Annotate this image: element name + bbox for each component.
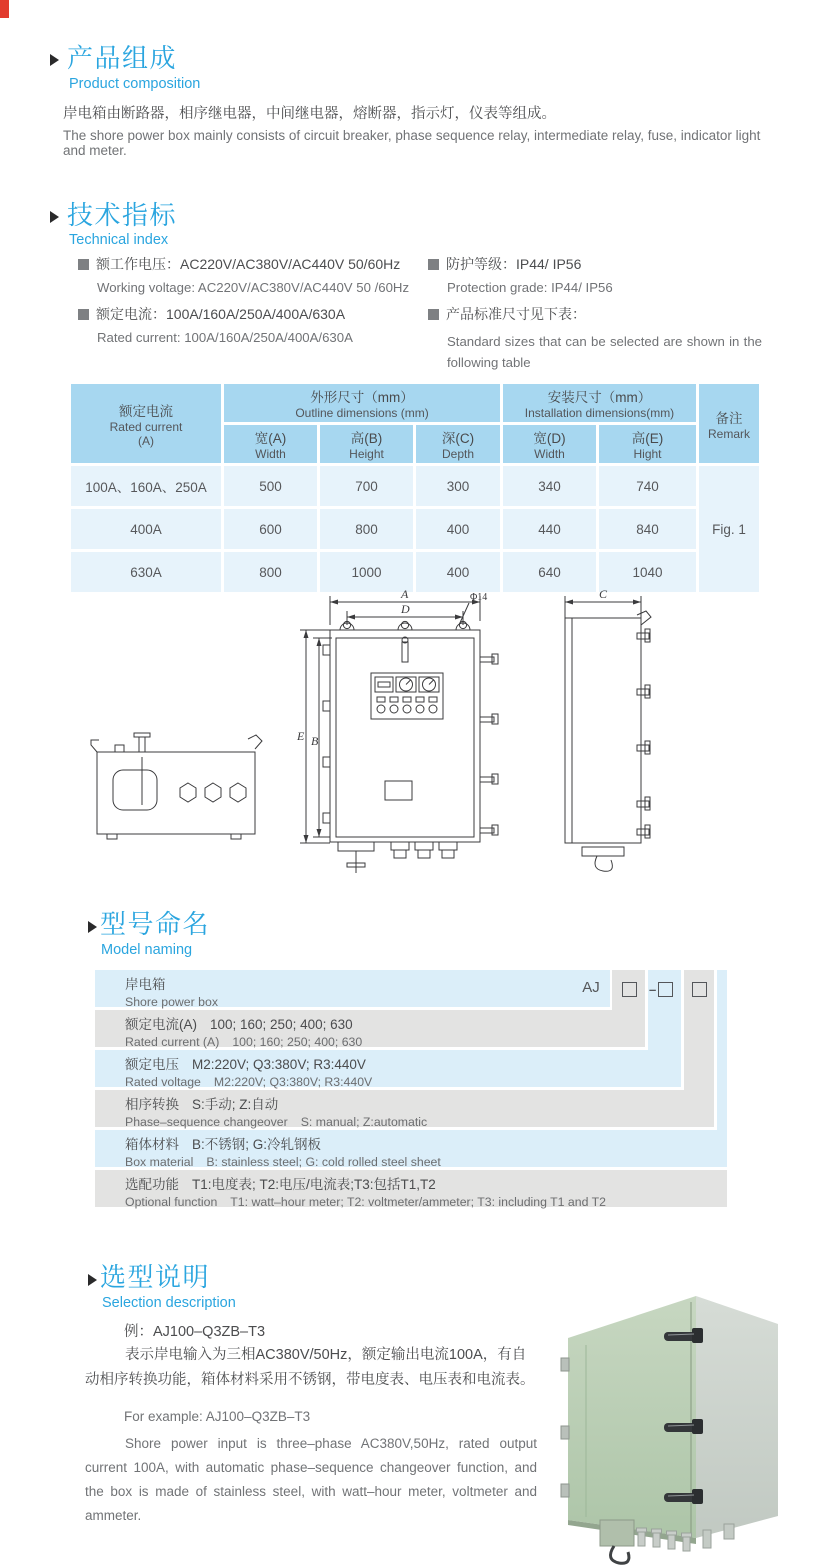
model-prefix: AJ	[582, 979, 600, 996]
model-code-box-icon	[622, 982, 637, 997]
section-title-technical-en: Technical index	[69, 232, 169, 248]
spec-en-text: Rated current: 100A/160A/250A/400A/630A	[97, 330, 353, 346]
cell-width-a: 800	[224, 552, 317, 592]
subcol-width-a: 宽(A) Width	[224, 425, 317, 463]
spec-item	[428, 257, 762, 271]
row-label-zh: 额定电压	[125, 1057, 179, 1072]
spec-item	[78, 307, 423, 321]
cell-width-d: 440	[503, 509, 596, 549]
cell-width-a: 500	[224, 466, 317, 506]
dim-label-b: B	[311, 734, 319, 748]
dim-label-c: C	[599, 587, 608, 601]
spec-item	[78, 257, 423, 271]
section-arrow-icon	[88, 921, 97, 933]
cell-width-d: 640	[503, 552, 596, 592]
row-label-zh: 选配功能	[125, 1177, 179, 1192]
row-values-zh: 100; 160; 250; 400; 630	[210, 1017, 353, 1032]
bullet-square-icon	[428, 309, 439, 320]
row-values-zh: B:不锈钢; G:冷轧钢板	[192, 1137, 322, 1152]
row-values-en: B: stainless steel; G: cold rolled steel sheet	[206, 1155, 441, 1169]
table-row	[71, 466, 759, 506]
cell-height-e: 840	[599, 509, 696, 549]
model-code-box-icon	[658, 982, 673, 997]
row-label-zh: 岸电箱	[125, 977, 166, 992]
subcol-height-e: 高(E) Hight	[599, 425, 696, 463]
row-label-zh: 额定电流(A)	[125, 1017, 197, 1032]
cell-height-b: 800	[320, 509, 413, 549]
table-row	[71, 509, 759, 549]
technical-drawings	[85, 585, 685, 877]
dim-label-hole: Φ14	[470, 592, 488, 603]
row-values-en: S: manual; Z:automatic	[300, 1115, 428, 1129]
cell-width-a: 600	[224, 509, 317, 549]
model-code-slot-3	[692, 981, 707, 999]
dim-label-d: D	[401, 602, 410, 616]
naming-row-box-material	[95, 1130, 727, 1167]
composition-body-en: The shore power box mainly consists of circuit breaker, phase sequence relay, intermediate relay, fuse, indicator light and meter.	[63, 128, 761, 158]
spec-zh-text: 防护等级：IP44/ IP56	[446, 256, 582, 272]
cell-height-e: 740	[599, 466, 696, 506]
section-arrow-icon	[50, 211, 59, 223]
row-label-en: Shore power box	[125, 995, 218, 1009]
naming-row-optional-function	[95, 1170, 727, 1207]
spec-zh-text: 产品标准尺寸见下表：	[446, 306, 586, 323]
cell-width-d: 340	[503, 466, 596, 506]
spec-item	[428, 307, 762, 321]
section-title-technical-zh: 技术指标	[67, 200, 178, 230]
section-title-composition-en: Product composition	[69, 76, 201, 92]
section-arrow-icon	[50, 54, 59, 66]
door-latches	[480, 654, 498, 835]
product-photo-shore-power-box	[548, 1288, 804, 1566]
model-code-slot-1	[622, 981, 637, 999]
col-group-outline-dimensions: 外形尺寸（mm） Outline dimensions (mm)	[224, 384, 500, 422]
door-hinges	[561, 1358, 569, 1497]
bottom-view-drawing	[91, 733, 262, 839]
row-values-en: T1: watt–hour meter; T2: voltmeter/ammeter; T3: including T1 and T2	[230, 1195, 606, 1209]
naming-row-shore-power-box	[95, 970, 610, 1007]
subcol-width-d: 宽(D) Width	[503, 425, 596, 463]
row-values-zh: T1:电度表; T2:电压/电流表;T3:包括T1,T2	[192, 1177, 436, 1192]
row-label-en: Phase–sequence changeover	[125, 1115, 288, 1129]
section-title-model-naming-zh: 型号命名	[100, 909, 211, 939]
side-latches	[637, 629, 650, 838]
section-title-composition-zh: 产品组成	[67, 43, 178, 73]
cell-depth-c: 400	[416, 509, 500, 549]
spec-list-right	[428, 257, 762, 386]
subcol-height-b: 高(B) Height	[320, 425, 413, 463]
bullet-square-icon	[78, 259, 89, 270]
spec-zh-text: 额工作电压：AC220V/AC380V/AC440V 50/60Hz	[96, 256, 401, 272]
row-values-zh: M2:220V; Q3:380V; R3:440V	[192, 1057, 366, 1072]
bullet-square-icon	[428, 259, 439, 270]
spec-en-text: Protection grade: IP44/ IP56	[447, 280, 613, 295]
spec-en-text: Standard sizes that can be selected are shown in the following table	[447, 334, 762, 371]
naming-row-rated-voltage	[95, 1050, 681, 1087]
section-title-selection-en: Selection description	[102, 1295, 236, 1311]
cell-depth-c: 300	[416, 466, 500, 506]
selection-body-en: Shore power input is three–phase AC380V,50Hz, rated output current 100A, with automatic phase–sequence changeover function, and the box is made of stainless steel, with watt–hour meter, voltmeter and ammeter.	[85, 1436, 537, 1524]
naming-row-rated-current	[95, 1010, 645, 1047]
selection-example-zh: 例：AJ100–Q3ZB–T3	[124, 1324, 266, 1340]
subcol-depth-c: 深(C) Depth	[416, 425, 500, 463]
row-label-en: Rated voltage	[125, 1075, 201, 1089]
dim-label-e: E	[297, 729, 305, 743]
cell-height-b: 1000	[320, 552, 413, 592]
cell-height-e: 1040	[599, 552, 696, 592]
size-table	[68, 381, 762, 595]
row-values-en: 100; 160; 250; 400; 630	[232, 1035, 363, 1049]
cell-remark: Fig. 1	[699, 466, 759, 592]
spec-en-text: Working voltage: AC220V/AC380V/AC440V 50 /60Hz	[97, 280, 410, 295]
section-arrow-icon	[88, 1274, 97, 1286]
cell-height-b: 700	[320, 466, 413, 506]
model-code-box-icon	[692, 982, 707, 997]
page-corner-tab	[0, 0, 9, 18]
model-code-dash: –	[649, 982, 657, 998]
spec-zh-text: 额定电流：100A/160A/250A/400A/630A	[96, 306, 346, 323]
bullet-square-icon	[78, 309, 89, 320]
model-naming-table	[95, 970, 745, 1210]
section-title-model-naming-en: Model naming	[101, 942, 193, 958]
selection-example-en: For example: AJ100–Q3ZB–T3	[124, 1409, 311, 1424]
section-title-selection-zh: 选型说明	[100, 1262, 211, 1292]
cell-depth-c: 400	[416, 552, 500, 592]
spec-list-left	[78, 257, 423, 357]
col-header-remark: 备注 Remark	[699, 384, 759, 463]
row-values-zh: S:手动; Z:自动	[192, 1097, 279, 1112]
cell-current: 400A	[71, 509, 221, 549]
box-side-panel	[696, 1296, 778, 1538]
front-view-drawing	[296, 587, 498, 873]
row-label-en: Box material	[125, 1155, 194, 1169]
indicator-lights	[377, 697, 437, 713]
row-label-en: Optional function	[125, 1195, 218, 1209]
col-header-rated-current: 额定电流 Rated current (A)	[71, 384, 221, 463]
naming-row-phase-changeover	[95, 1090, 714, 1127]
row-label-zh: 相序转换	[125, 1097, 179, 1112]
dim-label-a: A	[401, 587, 409, 601]
selection-body-zh: 表示岸电输入为三相AC380V/50Hz，额定输出电流100A，有自动相序转换功能，箱体材料采用不锈钢，带电度表、电压表和电流表。	[85, 1347, 535, 1388]
col-group-installation-dimensions: 安装尺寸（mm） Installation dimensions(mm)	[503, 384, 696, 422]
cell-current: 100A、160A、250A	[71, 466, 221, 506]
composition-body-zh: 岸电箱由断路器，相序继电器，中间继电器，熔断器，指示灯，仪表等组成。	[63, 106, 556, 122]
row-values-en: M2:220V; Q3:380V; R3:440V	[213, 1075, 373, 1089]
row-label-en: Rated current (A)	[125, 1035, 220, 1049]
cell-current: 630A	[71, 552, 221, 592]
row-label-zh: 箱体材料	[125, 1137, 179, 1152]
model-code-slot-2	[649, 981, 673, 999]
side-view-drawing	[565, 587, 651, 871]
padlock-hasp	[610, 1546, 628, 1563]
